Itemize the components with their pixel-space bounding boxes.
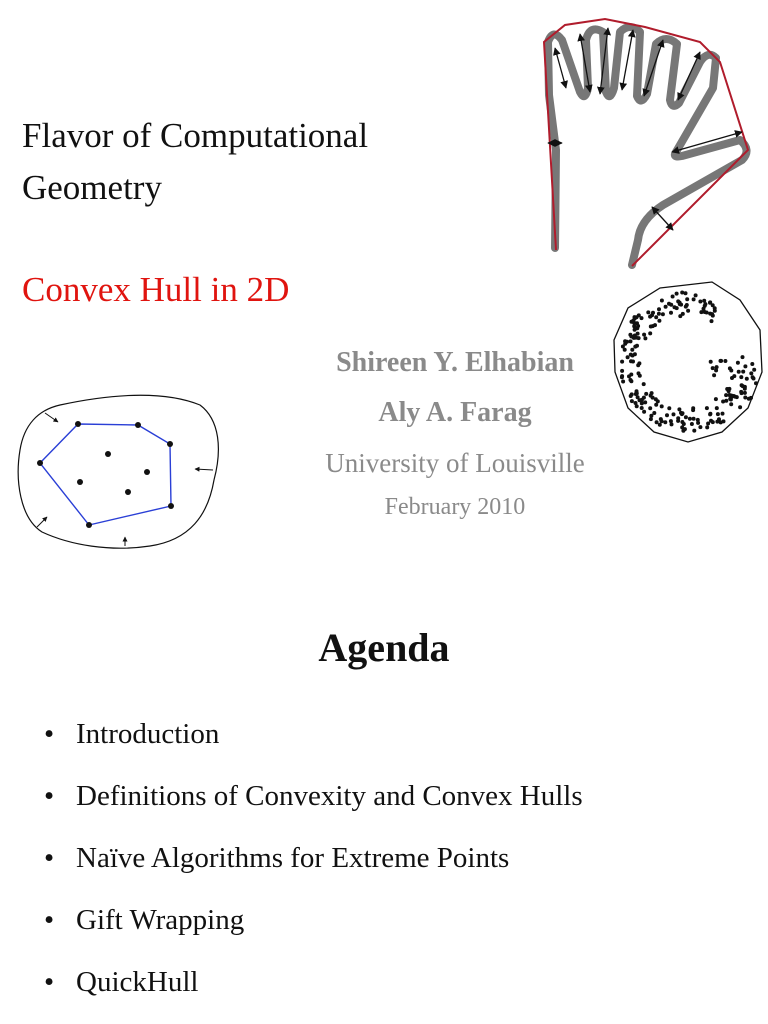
point-dot: [743, 387, 747, 391]
point-dot: [703, 304, 707, 308]
point-dot: [649, 325, 653, 329]
bullet-icon: •: [44, 718, 55, 750]
point-dot: [708, 312, 712, 316]
point-dot: [653, 323, 657, 327]
point-dot: [691, 406, 695, 410]
point-dot: [692, 429, 696, 433]
date: February 2010: [384, 494, 526, 520]
point-dot: [696, 421, 700, 425]
point-dot: [732, 374, 736, 378]
point-dot: [719, 420, 723, 424]
point-dot: [677, 407, 681, 411]
point-dot: [711, 303, 715, 307]
point-dot: [620, 360, 624, 364]
point-dot: [667, 406, 671, 410]
point-dot: [630, 399, 634, 403]
agenda-item: [44, 836, 583, 898]
point-dot: [649, 414, 653, 418]
point-dot: [741, 370, 745, 374]
point-dot: [676, 416, 680, 420]
point-dot: [665, 413, 669, 417]
point-dot: [631, 360, 635, 364]
point-dot: [633, 336, 637, 340]
point-dot: [708, 300, 712, 304]
point-dot: [629, 394, 633, 398]
point-dot: [705, 406, 709, 410]
point-dot: [630, 320, 634, 324]
bullet-icon: •: [44, 966, 55, 998]
point-dot: [638, 398, 642, 402]
point-dot: [741, 384, 745, 388]
point-dot: [713, 306, 717, 310]
point-dot: [698, 425, 702, 429]
point-dot: [691, 408, 695, 412]
point-dot: [733, 395, 737, 399]
point-dot: [635, 404, 639, 408]
point-dot: [651, 324, 655, 328]
title-line-2: Geometry: [22, 168, 162, 207]
point-dot: [688, 417, 692, 421]
point-dot: [651, 396, 655, 400]
point-dot: [648, 331, 652, 335]
point-dot: [663, 420, 667, 424]
point-dot: [635, 344, 639, 348]
point-dot: [752, 377, 756, 381]
point-dot: [752, 368, 756, 372]
point-dot: [636, 395, 640, 399]
point-dot: [686, 309, 690, 313]
agenda-item-label: Definitions of Convexity and Convex Hulls: [76, 780, 583, 812]
point-dot: [679, 411, 683, 415]
point-dot: [730, 376, 734, 380]
point-dot: [729, 369, 733, 373]
hand-convex-hull: [544, 19, 748, 266]
point-dot: [692, 297, 696, 301]
point-dot: [652, 411, 656, 415]
point-dot: [719, 359, 723, 363]
point-dot: [632, 321, 636, 325]
point-dot: [650, 313, 654, 317]
point-dot: [664, 305, 668, 309]
point-dot: [743, 391, 747, 395]
point-dot: [696, 418, 700, 422]
point-dot: [642, 396, 646, 400]
point-dot: [684, 305, 688, 309]
agenda-item: [44, 898, 583, 960]
point-dot: [743, 396, 747, 400]
point-dot: [633, 345, 637, 349]
point-dot: [710, 312, 714, 316]
point-dot: [636, 324, 640, 328]
point-dot: [629, 353, 633, 357]
point-dot: [710, 319, 714, 323]
point-dot: [631, 354, 635, 358]
hull-distance-arrows: [548, 28, 742, 230]
point-dot: [627, 374, 631, 378]
point-dot: [640, 398, 644, 402]
point-dot: [649, 394, 653, 398]
point-dot: [716, 412, 720, 416]
point-dot: [680, 425, 684, 429]
point-dot: [621, 345, 625, 349]
point-dot: [654, 315, 658, 319]
bullet-icon: •: [44, 842, 55, 874]
point-dot: [620, 369, 624, 373]
point-dot: [670, 422, 674, 426]
point-dot: [634, 336, 638, 340]
point-dot: [633, 315, 637, 319]
point-dot: [673, 305, 677, 309]
point-dot: [642, 382, 646, 386]
point-dot: [643, 336, 647, 340]
point-dot: [644, 392, 648, 396]
point-dot: [669, 303, 673, 307]
point-dot: [712, 373, 716, 377]
point-dot: [629, 373, 633, 377]
point-dot: [682, 422, 686, 426]
point-dot: [651, 311, 655, 315]
point-dot: [623, 342, 627, 346]
point-dot: [717, 417, 721, 421]
point-dot: [743, 385, 747, 389]
point-dot: [681, 411, 685, 415]
point-dot: [635, 315, 639, 319]
agenda-item-label: Introduction: [76, 718, 220, 750]
point-dot: [657, 319, 661, 323]
point-dot: [681, 429, 685, 433]
point-dot: [660, 299, 664, 303]
point-dot: [629, 378, 633, 382]
point-dot: [676, 419, 680, 423]
point-dot: [669, 419, 673, 423]
agenda-item-label: QuickHull: [76, 966, 199, 998]
point-dot: [629, 335, 633, 339]
point-dot: [732, 394, 736, 398]
point-dot: [706, 422, 710, 426]
point-dot: [702, 299, 706, 303]
point-dot: [729, 398, 733, 402]
point-dot: [628, 333, 632, 337]
point-dot: [635, 326, 639, 330]
point-dot: [659, 417, 663, 421]
point-dot: [629, 339, 633, 343]
point-dot: [709, 419, 713, 423]
point-dot: [632, 324, 636, 328]
point-dot: [657, 307, 661, 311]
point-dot: [629, 379, 633, 383]
point-dot: [685, 303, 689, 307]
bullet-icon: •: [44, 904, 55, 936]
subtitle: Convex Hull in 2D: [22, 270, 290, 309]
point-dot: [633, 317, 637, 321]
point-dot: [724, 399, 728, 403]
point-dot: [675, 306, 679, 310]
title-line-1: Flavor of Computational: [22, 116, 369, 155]
point-dot: [747, 397, 751, 401]
point-dot: [729, 402, 733, 406]
point-dot: [699, 310, 703, 314]
point-dot: [636, 363, 640, 367]
point-dot: [724, 393, 728, 397]
point-dot: [728, 366, 732, 370]
point-dot: [658, 423, 662, 427]
point-dot: [719, 359, 723, 363]
point-dot: [660, 404, 664, 408]
point-dot: [749, 396, 753, 400]
point-dot: [745, 377, 749, 381]
point-dot: [672, 412, 676, 416]
point-dot: [711, 420, 715, 424]
point-dot: [729, 394, 733, 398]
point-dot: [711, 366, 715, 370]
point-dot: [727, 393, 731, 397]
point-dot: [634, 392, 638, 396]
author-name-1: Shireen Y. Elhabian: [336, 347, 574, 378]
point-dot: [723, 359, 727, 363]
point-dot: [750, 362, 754, 366]
affiliation: University of Louisville: [325, 448, 585, 478]
point-dot: [698, 300, 702, 304]
point-dot: [640, 406, 644, 410]
point-dot: [656, 399, 660, 403]
point-dot: [640, 316, 644, 320]
hand-outline: [548, 27, 747, 265]
point-dot: [620, 374, 624, 378]
point-dot: [623, 339, 627, 343]
point-dot: [626, 355, 630, 359]
point-dot: [738, 405, 742, 409]
point-dot: [620, 375, 624, 379]
point-dot: [633, 352, 637, 356]
point-cloud-dots: [620, 291, 758, 433]
point-dot: [684, 291, 688, 295]
point-dot: [636, 332, 640, 336]
point-dot: [676, 299, 680, 303]
point-dot: [683, 427, 687, 431]
point-dot: [694, 293, 698, 297]
point-dot: [675, 292, 679, 296]
point-dot: [648, 315, 652, 319]
point-dot: [708, 412, 712, 416]
point-dot: [684, 415, 688, 419]
point-dot: [654, 397, 658, 401]
point-dot: [721, 412, 725, 416]
point-dot: [635, 391, 639, 395]
point-dot: [739, 375, 743, 379]
point-cloud-convex-hull: [614, 282, 762, 442]
point-dot: [736, 361, 740, 365]
point-dot: [727, 387, 731, 391]
agenda-item-label: Gift Wrapping: [76, 904, 245, 936]
point-dot: [715, 420, 719, 424]
point-dot: [633, 334, 637, 338]
point-dot: [633, 328, 637, 332]
author-name-2: Aly A. Farag: [378, 397, 532, 428]
point-dot: [715, 365, 719, 369]
point-dot: [740, 391, 744, 395]
point-dot: [708, 412, 712, 416]
point-dot: [631, 319, 635, 323]
point-dot: [679, 303, 683, 307]
point-dot: [725, 387, 729, 391]
point-dot: [661, 312, 665, 316]
point-dot: [737, 370, 741, 374]
point-dot: [702, 307, 706, 311]
point-dot: [640, 401, 644, 405]
point-dot: [660, 419, 664, 423]
point-dot: [646, 310, 650, 314]
point-dot: [638, 374, 642, 378]
rubber-band-outline: [18, 395, 218, 548]
point-dot: [754, 381, 758, 385]
point-dot: [637, 371, 641, 375]
point-dot: [625, 340, 629, 344]
point-dot: [637, 313, 641, 317]
point-dot: [714, 368, 718, 372]
point-dot: [751, 375, 755, 379]
point-dot: [643, 400, 647, 404]
point-dot: [632, 336, 636, 340]
point-dot: [667, 302, 671, 306]
point-dot: [714, 397, 718, 401]
point-dot: [703, 310, 707, 314]
point-dot: [680, 420, 684, 424]
point-dot: [690, 422, 694, 426]
point-dot: [735, 395, 739, 399]
agenda-heading: Agenda: [318, 625, 450, 670]
point-dot: [685, 297, 689, 301]
point-dot: [722, 419, 726, 423]
agenda-item-label: Naïve Algorithms for Extreme Points: [76, 842, 510, 874]
agenda-item: [44, 774, 583, 836]
point-dot: [637, 361, 641, 365]
point-dot: [678, 302, 682, 306]
point-dot: [740, 383, 744, 387]
shrink-arrows: [37, 413, 213, 546]
point-dot: [650, 391, 654, 395]
point-dot: [741, 355, 745, 359]
point-dot: [703, 302, 707, 306]
agenda-item: [44, 960, 583, 1022]
point-dot: [657, 312, 661, 316]
blob-points: [37, 421, 174, 528]
point-dot: [642, 333, 646, 337]
point-dot: [692, 417, 696, 421]
point-dot: [728, 397, 732, 401]
point-dot: [629, 359, 633, 363]
point-dot: [642, 410, 646, 414]
point-dot: [708, 301, 712, 305]
point-dot: [635, 321, 639, 325]
point-dot: [705, 311, 709, 315]
agenda-list: [44, 712, 583, 1022]
point-dot: [630, 348, 634, 352]
point-dot: [709, 360, 713, 364]
point-dot: [680, 291, 684, 295]
point-dot: [671, 295, 675, 299]
point-dot: [743, 364, 747, 368]
point-dot: [630, 392, 634, 396]
point-dot: [680, 412, 684, 416]
point-dot: [711, 314, 715, 318]
point-dot: [637, 336, 641, 340]
point-dot: [648, 406, 652, 410]
point-dot: [715, 406, 719, 410]
point-dot: [705, 425, 709, 429]
point-dot: [621, 380, 625, 384]
point-dot: [721, 400, 725, 404]
point-dot: [634, 401, 638, 405]
point-dot: [681, 312, 685, 316]
point-dot: [739, 390, 743, 394]
bullet-icon: •: [44, 780, 55, 812]
point-dot: [727, 389, 731, 393]
point-dot: [654, 403, 658, 407]
agenda-item: [44, 712, 583, 774]
point-dot: [678, 301, 682, 305]
point-dot: [749, 371, 753, 375]
point-dot: [669, 311, 673, 315]
point-dot: [713, 309, 717, 313]
point-dot: [655, 420, 659, 424]
point-dot: [729, 395, 733, 399]
point-dot: [678, 314, 682, 318]
blue-convex-hull: [40, 424, 171, 525]
point-dot: [649, 417, 653, 421]
point-dot: [635, 389, 639, 393]
point-dot: [623, 348, 627, 352]
